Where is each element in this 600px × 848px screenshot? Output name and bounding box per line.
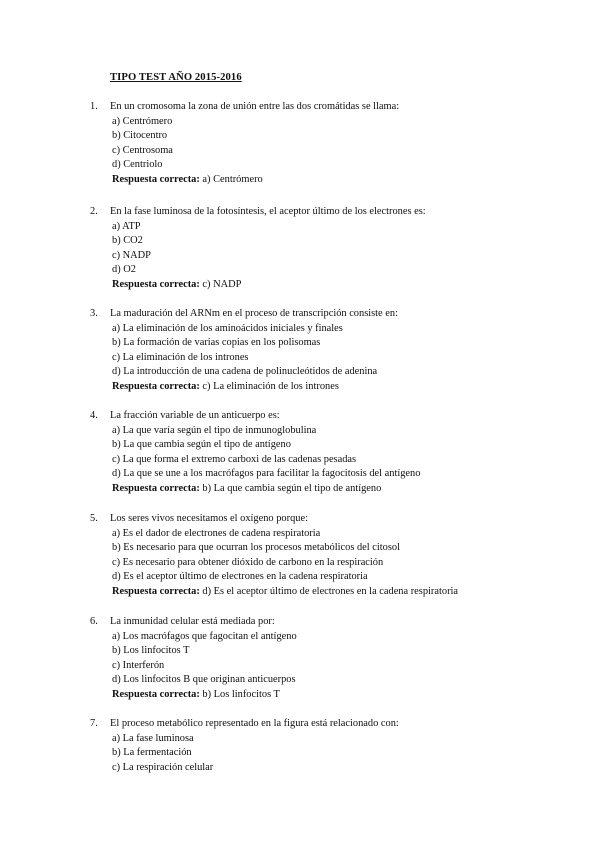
option-b: b) CO2 bbox=[112, 235, 143, 247]
question-text: Los seres vivos necesitamos el oxígeno porque: bbox=[110, 513, 308, 524]
option-b: b) Citocentro bbox=[112, 130, 168, 142]
option-a: a) La eliminación de los aminoácidos iniciales y finales bbox=[112, 322, 343, 334]
answer-value: b) Los linfocitos T bbox=[202, 688, 280, 700]
option-d: d) La introducción de una cadena de polinucleótidos de adenina bbox=[112, 366, 378, 378]
option-b: b) La formación de varias copias en los polisomas bbox=[112, 337, 321, 349]
question-7 bbox=[0, 717, 600, 775]
answer-value: c) NADP bbox=[202, 278, 242, 290]
option-b: b) Es necesario para que ocurran los procesos metabólicos del citosol bbox=[112, 542, 400, 554]
option-c: c) La que forma el extremo carboxi de las cadenas pesadas bbox=[112, 453, 357, 465]
correct-answer bbox=[0, 380, 600, 395]
question-number: 1. bbox=[90, 101, 98, 112]
question-number: 3. bbox=[90, 308, 98, 319]
answer-label: Respuesta correcta: bbox=[112, 380, 200, 392]
option-c: c) La eliminación de los intrones bbox=[112, 351, 249, 363]
answer-value: c) La eliminación de los intrones bbox=[202, 380, 339, 392]
option-d: d) Los linfocitos B que originan anticuerpos bbox=[112, 674, 296, 686]
answer-label: Respuesta correcta: bbox=[112, 173, 200, 185]
correct-answer bbox=[0, 278, 600, 293]
question-number: 7. bbox=[90, 718, 98, 729]
question-6 bbox=[0, 615, 600, 703]
answer-label: Respuesta correcta: bbox=[112, 278, 200, 290]
question-number: 5. bbox=[90, 513, 98, 524]
answer-value: d) Es el aceptor último de electrones en la cadena respiratoria bbox=[202, 585, 459, 597]
option-a: a) ATP bbox=[112, 220, 141, 232]
option-c: c) Interferón bbox=[112, 659, 165, 671]
page-title: TIPO TEST AÑO 2015-2016 bbox=[110, 72, 242, 83]
option-b: b) Los linfocitos T bbox=[112, 645, 190, 657]
correct-answer bbox=[0, 482, 600, 497]
question-text: La fracción variable de un anticuerpo es: bbox=[110, 410, 280, 421]
option-b: b) La fermentación bbox=[112, 747, 192, 759]
option-a: a) Centrómero bbox=[112, 115, 173, 127]
option-a: a) Los macrófagos que fagocitan el antígeno bbox=[112, 630, 297, 642]
option-a: a) La que varía según el tipo de inmunoglobulina bbox=[112, 424, 317, 436]
answer-label: Respuesta correcta: bbox=[112, 482, 200, 494]
option-d: d) O2 bbox=[112, 264, 136, 276]
option-d: d) Centriolo bbox=[112, 159, 163, 171]
question-5 bbox=[0, 512, 600, 600]
question-text: La inmunidad celular está mediada por: bbox=[110, 616, 275, 627]
correct-answer bbox=[0, 688, 600, 703]
answer-label: Respuesta correcta: bbox=[112, 585, 200, 597]
question-1 bbox=[0, 100, 600, 188]
question-2 bbox=[0, 205, 600, 293]
option-a: a) La fase luminosa bbox=[112, 732, 194, 744]
question-number: 6. bbox=[90, 616, 98, 627]
option-c: c) Centrosoma bbox=[112, 144, 173, 156]
question-4 bbox=[0, 409, 600, 497]
question-text: En la fase luminosa de la fotosíntesis, el aceptor último de los electrones es: bbox=[110, 206, 426, 217]
correct-answer bbox=[0, 173, 600, 188]
option-c: c) La respiración celular bbox=[112, 761, 214, 773]
option-b: b) La que cambia según el tipo de antígeno bbox=[112, 439, 291, 451]
answer-value: a) Centrómero bbox=[202, 173, 263, 185]
option-c: c) Es necesario para obtener dióxido de carbono en la respiración bbox=[112, 556, 384, 568]
correct-answer bbox=[0, 585, 600, 600]
question-text: El proceso metabólico representado en la figura está relacionado con: bbox=[110, 718, 399, 729]
question-number: 2. bbox=[90, 206, 98, 217]
answer-label: Respuesta correcta: bbox=[112, 688, 200, 700]
option-a: a) Es el dador de electrones de cadena respiratoria bbox=[112, 527, 321, 539]
question-text: En un cromosoma la zona de unión entre las dos cromátidas se llama: bbox=[110, 101, 400, 112]
option-d: d) Es el aceptor último de electrones en la cadena respiratoria bbox=[112, 571, 368, 583]
question-3 bbox=[0, 307, 600, 395]
option-c: c) NADP bbox=[112, 249, 151, 261]
answer-value: b) La que cambia según el tipo de antígeno bbox=[202, 482, 382, 494]
question-number: 4. bbox=[90, 410, 98, 421]
question-text: La maduración del ARNm en el proceso de transcripción consiste en: bbox=[110, 308, 398, 319]
option-d: d) La que se une a los macrófagos para facilitar la fagocitosis del antígeno bbox=[112, 468, 421, 480]
